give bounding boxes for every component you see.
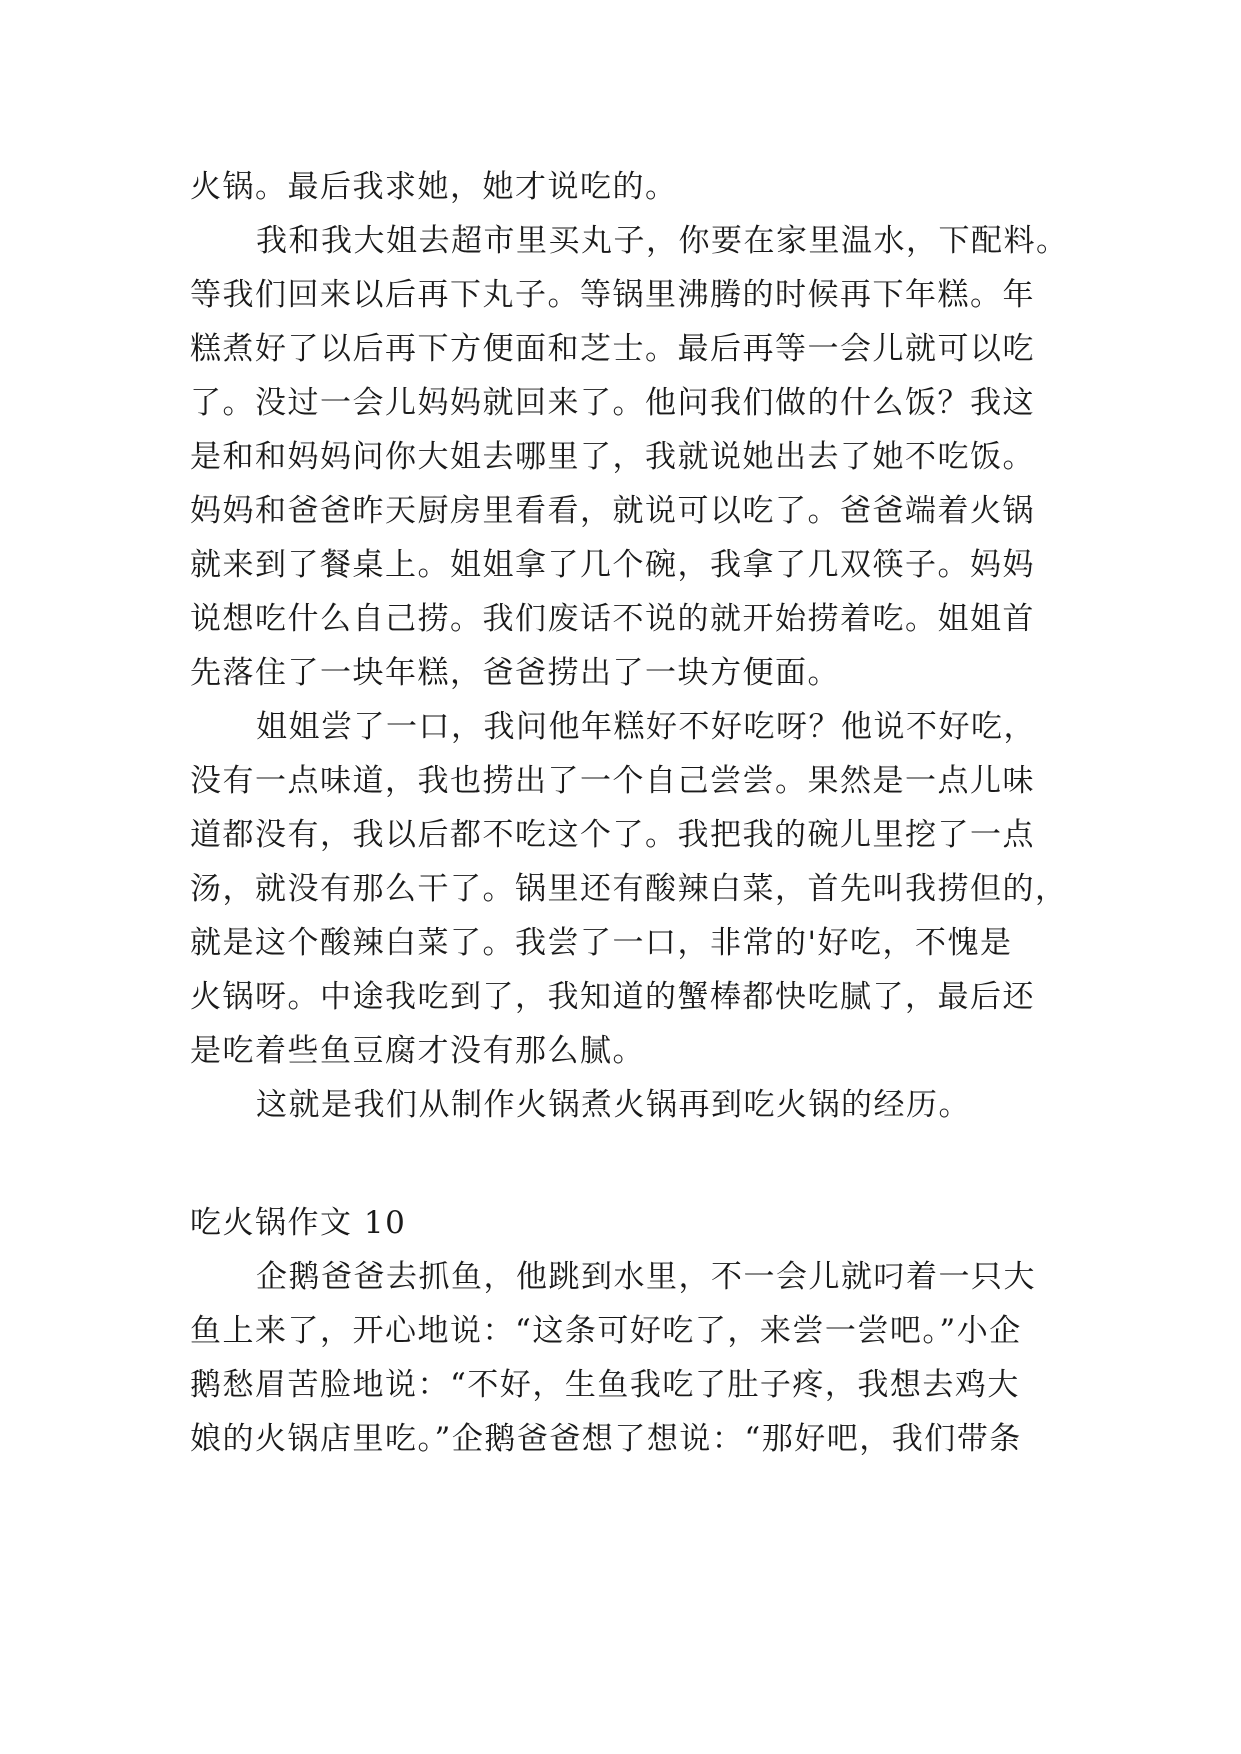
paragraph-1 [190,160,1060,214]
text-line: 等我们回来以后再下丸子。等锅里沸腾的时候再下年糕。年 [190,277,1035,313]
text-line: 鱼上来了，开心地说：“这条可好吃了，来尝一尝吧。”小企 [190,1313,1022,1349]
text-line: 糕煮好了以后再下方便面和芝士。最后再等一会儿就可以吃 [190,331,1035,367]
text-line: 是和和妈妈问你大姐去哪里了，我就说她出去了她不吃饭。 [190,439,1035,475]
text-line: 道都没有，我以后都不吃这个了。我把我的碗儿里挖了一点 [190,817,1035,853]
text-line: 妈妈和爸爸昨天厨房里看看，就说可以吃了。爸爸端着火锅 [190,493,1035,529]
paragraph-4 [190,1078,1060,1132]
text-line: 我和我大姐去超市里买丸子，你要在家里温水，下配料。 [256,223,1069,259]
text-line: 是吃着些鱼豆腐才没有那么腻。 [190,1033,645,1069]
paragraph-2 [190,214,1069,700]
document-page [190,160,1069,1466]
text-line: 汤，就没有那么干了。锅里还有酸辣白菜，首先叫我捞但的， [190,871,1068,907]
text-line: 姐姐尝了一口，我问他年糕好不好吃呀？他说不好吃， [256,709,1036,745]
text-line: 没有一点味道，我也捞出了一个自己尝尝。果然是一点儿味 [190,763,1035,799]
text-line: 企鹅爸爸去抓鱼，他跳到水里，不一会儿就叼着一只大 [256,1259,1036,1295]
text-line: 火锅呀。中途我吃到了，我知道的蟹棒都快吃腻了，最后还 [190,979,1035,1015]
paragraph-5 [190,1250,1060,1466]
text-line: 就来到了餐桌上。姐姐拿了几个碗，我拿了几双筷子。妈妈 [190,547,1035,583]
section-spacer [190,1132,1060,1196]
text-line: 这就是我们从制作火锅煮火锅再到吃火锅的经历。 [256,1087,971,1123]
text-line: 了。没过一会儿妈妈就回来了。他问我们做的什么饭？我这 [190,385,1035,421]
paragraph-3 [190,700,1068,1078]
text-line: 先落住了一块年糕，爸爸捞出了一块方便面。 [190,655,840,691]
text-line: 鹅愁眉苦脸地说：“不好，生鱼我吃了肚子疼，我想去鸡大 [190,1367,1020,1403]
section-title: 吃火锅作文 10 [190,1205,407,1241]
text-line: 娘的火锅店里吃。”企鹅爸爸想了想说：“那好吧，我们带条 [190,1421,1022,1457]
text-line: 就是这个酸辣白菜了。我尝了一口，非常的'好吃，不愧是 [190,925,1013,961]
text-line: 火锅。最后我求她，她才说吃的。 [190,169,678,205]
text-line: 说想吃什么自己捞。我们废话不说的就开始捞着吃。姐姐首 [190,601,1035,637]
